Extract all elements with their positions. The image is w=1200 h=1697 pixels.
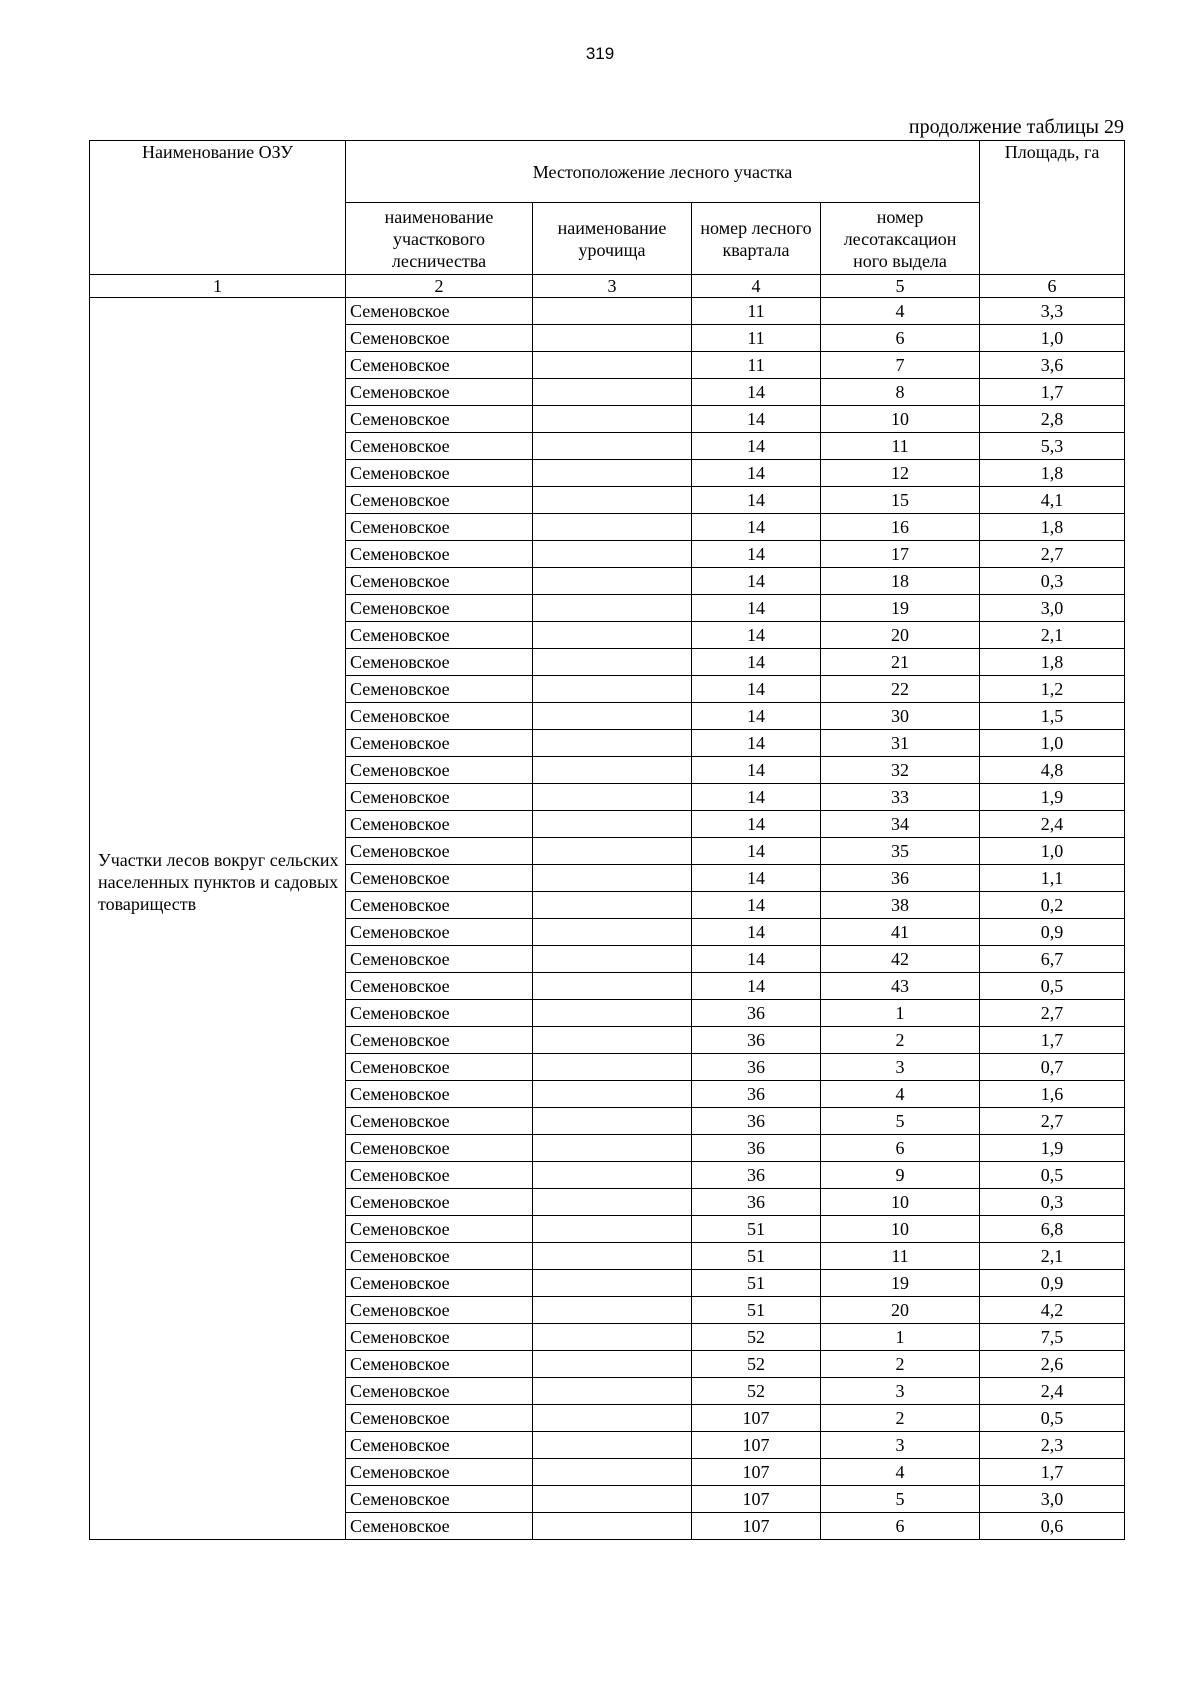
tract-cell [533, 1162, 692, 1189]
column-number: 5 [821, 275, 980, 298]
header-location: Местоположение лесного участка [346, 141, 980, 203]
allotment-cell: 18 [821, 568, 980, 595]
tract-cell [533, 1324, 692, 1351]
quarter-cell: 14 [692, 703, 821, 730]
area-cell: 1,0 [980, 730, 1125, 757]
allotment-cell: 19 [821, 595, 980, 622]
quarter-cell: 51 [692, 1243, 821, 1270]
forestry-cell: Семеновское [346, 1108, 533, 1135]
allotment-cell: 11 [821, 433, 980, 460]
ozu-name-cell [90, 298, 346, 1540]
allotment-cell: 20 [821, 622, 980, 649]
quarter-cell: 107 [692, 1459, 821, 1486]
area-cell: 1,6 [980, 1081, 1125, 1108]
allotment-cell: 10 [821, 1189, 980, 1216]
quarter-cell: 52 [692, 1324, 821, 1351]
quarter-cell: 14 [692, 460, 821, 487]
forestry-cell: Семеновское [346, 1081, 533, 1108]
tract-cell [533, 649, 692, 676]
area-cell: 2,7 [980, 1108, 1125, 1135]
allotment-cell: 7 [821, 352, 980, 379]
area-cell: 0,5 [980, 1162, 1125, 1189]
table-continuation-label: продолжение таблицы 29 [908, 116, 1124, 138]
area-cell: 0,3 [980, 568, 1125, 595]
quarter-cell: 14 [692, 757, 821, 784]
quarter-cell: 14 [692, 784, 821, 811]
area-cell: 0,3 [980, 1189, 1125, 1216]
allotment-cell: 1 [821, 1000, 980, 1027]
quarter-cell: 51 [692, 1297, 821, 1324]
forestry-cell: Семеновское [346, 541, 533, 568]
quarter-cell: 36 [692, 1189, 821, 1216]
allotment-cell: 32 [821, 757, 980, 784]
tract-cell [533, 1297, 692, 1324]
forestry-cell: Семеновское [346, 892, 533, 919]
area-cell: 0,9 [980, 1270, 1125, 1297]
allotment-cell: 33 [821, 784, 980, 811]
area-cell: 5,3 [980, 433, 1125, 460]
quarter-cell: 36 [692, 1000, 821, 1027]
tract-cell [533, 865, 692, 892]
tract-cell [533, 838, 692, 865]
allotment-cell: 41 [821, 919, 980, 946]
quarter-cell: 36 [692, 1135, 821, 1162]
forestry-cell: Семеновское [346, 595, 533, 622]
forestry-cell: Семеновское [346, 676, 533, 703]
area-cell: 1,7 [980, 1459, 1125, 1486]
area-cell: 1,7 [980, 379, 1125, 406]
forestry-cell: Семеновское [346, 1054, 533, 1081]
area-cell: 3,3 [980, 298, 1125, 325]
tract-cell [533, 811, 692, 838]
forestry-cell: Семеновское [346, 1270, 533, 1297]
column-number: 3 [533, 275, 692, 298]
tract-cell [533, 622, 692, 649]
quarter-cell: 14 [692, 865, 821, 892]
allotment-cell: 6 [821, 325, 980, 352]
quarter-cell: 52 [692, 1351, 821, 1378]
allotment-cell: 5 [821, 1486, 980, 1513]
tract-cell [533, 1054, 692, 1081]
tract-cell [533, 406, 692, 433]
quarter-cell: 14 [692, 541, 821, 568]
header-ozu-name: Наименование ОЗУ [90, 141, 346, 275]
tract-cell [533, 298, 692, 325]
area-cell: 0,5 [980, 1405, 1125, 1432]
quarter-cell: 11 [692, 325, 821, 352]
tract-cell [533, 1135, 692, 1162]
tract-cell [533, 1270, 692, 1297]
allotment-cell: 21 [821, 649, 980, 676]
area-cell: 2,4 [980, 811, 1125, 838]
tract-cell [533, 1189, 692, 1216]
quarter-cell: 51 [692, 1216, 821, 1243]
area-cell: 1,5 [980, 703, 1125, 730]
forestry-cell: Семеновское [346, 1513, 533, 1540]
allotment-cell: 19 [821, 1270, 980, 1297]
tract-cell [533, 1108, 692, 1135]
area-cell: 2,7 [980, 1000, 1125, 1027]
forestry-cell: Семеновское [346, 568, 533, 595]
quarter-cell: 14 [692, 892, 821, 919]
forestry-cell: Семеновское [346, 1378, 533, 1405]
allotment-cell: 15 [821, 487, 980, 514]
allotment-cell: 4 [821, 298, 980, 325]
area-cell: 0,6 [980, 1513, 1125, 1540]
tract-cell [533, 676, 692, 703]
area-cell: 0,5 [980, 973, 1125, 1000]
allotment-cell: 17 [821, 541, 980, 568]
forestry-cell: Семеновское [346, 1162, 533, 1189]
tract-cell [533, 1432, 692, 1459]
forestry-cell: Семеновское [346, 1189, 533, 1216]
area-cell: 2,3 [980, 1432, 1125, 1459]
area-cell: 1,0 [980, 838, 1125, 865]
header-area: Площадь, га [980, 141, 1125, 275]
forestry-cell: Семеновское [346, 379, 533, 406]
allotment-cell: 3 [821, 1378, 980, 1405]
area-cell: 1,9 [980, 784, 1125, 811]
area-cell: 2,1 [980, 622, 1125, 649]
tract-cell [533, 1216, 692, 1243]
area-cell: 6,7 [980, 946, 1125, 973]
forestry-cell: Семеновское [346, 1459, 533, 1486]
area-cell: 2,7 [980, 541, 1125, 568]
ozu-name: Участки лесов вокруг сельских населенных пунктов и садовых товариществ [98, 850, 339, 914]
quarter-cell: 14 [692, 919, 821, 946]
tract-cell [533, 1351, 692, 1378]
forestry-cell: Семеновское [346, 730, 533, 757]
page-number: 319 [585, 44, 615, 63]
column-number: 1 [90, 275, 346, 298]
header-quarter: номер лесного квартала [692, 203, 821, 275]
forestry-cell: Семеновское [346, 1243, 533, 1270]
tract-cell [533, 1459, 692, 1486]
quarter-cell: 14 [692, 676, 821, 703]
column-numbers-row [90, 275, 1125, 298]
quarter-cell: 107 [692, 1486, 821, 1513]
forestry-cell: Семеновское [346, 1000, 533, 1027]
allotment-cell: 5 [821, 1108, 980, 1135]
quarter-cell: 36 [692, 1054, 821, 1081]
quarter-cell: 11 [692, 352, 821, 379]
allotment-cell: 38 [821, 892, 980, 919]
forestry-cell: Семеновское [346, 622, 533, 649]
allotment-cell: 42 [821, 946, 980, 973]
quarter-cell: 14 [692, 973, 821, 1000]
column-number: 6 [980, 275, 1125, 298]
forestry-cell: Семеновское [346, 1297, 533, 1324]
area-cell: 1,8 [980, 649, 1125, 676]
quarter-cell: 14 [692, 649, 821, 676]
area-cell: 1,8 [980, 514, 1125, 541]
area-cell: 7,5 [980, 1324, 1125, 1351]
quarter-cell: 14 [692, 838, 821, 865]
allotment-cell: 20 [821, 1297, 980, 1324]
header-allotment: номер лесотаксацион ного выдела [821, 203, 980, 275]
quarter-cell: 51 [692, 1270, 821, 1297]
tract-cell [533, 460, 692, 487]
quarter-cell: 14 [692, 946, 821, 973]
forestry-cell: Семеновское [346, 514, 533, 541]
allotment-cell: 36 [821, 865, 980, 892]
area-cell: 6,8 [980, 1216, 1125, 1243]
forestry-cell: Семеновское [346, 784, 533, 811]
forestry-cell: Семеновское [346, 973, 533, 1000]
allotment-cell: 2 [821, 1405, 980, 1432]
forestry-cell: Семеновское [346, 352, 533, 379]
area-cell: 0,2 [980, 892, 1125, 919]
tract-cell [533, 595, 692, 622]
allotment-cell: 3 [821, 1432, 980, 1459]
tract-cell [533, 757, 692, 784]
allotment-cell: 6 [821, 1513, 980, 1540]
quarter-cell: 14 [692, 568, 821, 595]
forestry-cell: Семеновское [346, 838, 533, 865]
forestry-cell: Семеновское [346, 433, 533, 460]
quarter-cell: 107 [692, 1405, 821, 1432]
tract-cell [533, 568, 692, 595]
forestry-cell: Семеновское [346, 946, 533, 973]
area-cell: 1,2 [980, 676, 1125, 703]
allotment-cell: 2 [821, 1351, 980, 1378]
forestry-cell: Семеновское [346, 406, 533, 433]
area-cell: 2,4 [980, 1378, 1125, 1405]
area-cell: 4,1 [980, 487, 1125, 514]
tract-cell [533, 1000, 692, 1027]
area-cell: 4,8 [980, 757, 1125, 784]
forestry-cell: Семеновское [346, 865, 533, 892]
forestry-cell: Семеновское [346, 919, 533, 946]
forestry-cell: Семеновское [346, 649, 533, 676]
quarter-cell: 14 [692, 811, 821, 838]
header-tract: наименование урочища [533, 203, 692, 275]
allotment-cell: 34 [821, 811, 980, 838]
forestry-cell: Семеновское [346, 1351, 533, 1378]
forest-plots-table [89, 140, 1125, 1540]
tract-cell [533, 1378, 692, 1405]
area-cell: 3,0 [980, 595, 1125, 622]
area-cell: 1,1 [980, 865, 1125, 892]
allotment-cell: 31 [821, 730, 980, 757]
forestry-cell: Семеновское [346, 811, 533, 838]
allotment-cell: 4 [821, 1459, 980, 1486]
allotment-cell: 10 [821, 406, 980, 433]
quarter-cell: 14 [692, 433, 821, 460]
area-cell: 1,7 [980, 1027, 1125, 1054]
area-cell: 0,7 [980, 1054, 1125, 1081]
quarter-cell: 36 [692, 1027, 821, 1054]
forestry-cell: Семеновское [346, 298, 533, 325]
forestry-cell: Семеновское [346, 703, 533, 730]
area-cell: 0,9 [980, 919, 1125, 946]
allotment-cell: 12 [821, 460, 980, 487]
quarter-cell: 14 [692, 379, 821, 406]
area-cell: 1,0 [980, 325, 1125, 352]
quarter-cell: 52 [692, 1378, 821, 1405]
forestry-cell: Семеновское [346, 487, 533, 514]
forestry-cell: Семеновское [346, 325, 533, 352]
allotment-cell: 35 [821, 838, 980, 865]
tract-cell [533, 1486, 692, 1513]
quarter-cell: 14 [692, 595, 821, 622]
forestry-cell: Семеновское [346, 1027, 533, 1054]
quarter-cell: 11 [692, 298, 821, 325]
tract-cell [533, 919, 692, 946]
tract-cell [533, 892, 692, 919]
tract-cell [533, 379, 692, 406]
forestry-cell: Семеновское [346, 460, 533, 487]
tract-cell [533, 1513, 692, 1540]
tract-cell [533, 352, 692, 379]
forestry-cell: Семеновское [346, 1486, 533, 1513]
quarter-cell: 14 [692, 622, 821, 649]
allotment-cell: 9 [821, 1162, 980, 1189]
quarter-cell: 36 [692, 1162, 821, 1189]
tract-cell [533, 730, 692, 757]
quarter-cell: 36 [692, 1108, 821, 1135]
allotment-cell: 43 [821, 973, 980, 1000]
allotment-cell: 2 [821, 1027, 980, 1054]
quarter-cell: 107 [692, 1432, 821, 1459]
allotment-cell: 3 [821, 1054, 980, 1081]
quarter-cell: 107 [692, 1513, 821, 1540]
tract-cell [533, 541, 692, 568]
quarter-cell: 36 [692, 1081, 821, 1108]
area-cell: 3,0 [980, 1486, 1125, 1513]
forestry-cell: Семеновское [346, 1324, 533, 1351]
area-cell: 2,6 [980, 1351, 1125, 1378]
area-cell: 3,6 [980, 352, 1125, 379]
header-forestry: наименование участкового лесничества [346, 203, 533, 275]
tract-cell [533, 325, 692, 352]
quarter-cell: 14 [692, 514, 821, 541]
allotment-cell: 11 [821, 1243, 980, 1270]
allotment-cell: 4 [821, 1081, 980, 1108]
tract-cell [533, 784, 692, 811]
allotment-cell: 8 [821, 379, 980, 406]
column-number: 2 [346, 275, 533, 298]
forestry-cell: Семеновское [346, 1135, 533, 1162]
allotment-cell: 16 [821, 514, 980, 541]
area-cell: 1,8 [980, 460, 1125, 487]
area-cell: 1,9 [980, 1135, 1125, 1162]
tract-cell [533, 1081, 692, 1108]
area-cell: 2,1 [980, 1243, 1125, 1270]
forestry-cell: Семеновское [346, 757, 533, 784]
allotment-cell: 6 [821, 1135, 980, 1162]
column-number: 4 [692, 275, 821, 298]
tract-cell [533, 433, 692, 460]
tract-cell [533, 703, 692, 730]
area-cell: 2,8 [980, 406, 1125, 433]
allotment-cell: 30 [821, 703, 980, 730]
forestry-cell: Семеновское [346, 1405, 533, 1432]
forestry-cell: Семеновское [346, 1216, 533, 1243]
table-row [90, 298, 1125, 325]
tract-cell [533, 973, 692, 1000]
allotment-cell: 22 [821, 676, 980, 703]
tract-cell [533, 1243, 692, 1270]
allotment-cell: 10 [821, 1216, 980, 1243]
quarter-cell: 14 [692, 487, 821, 514]
tract-cell [533, 1027, 692, 1054]
area-cell: 4,2 [980, 1297, 1125, 1324]
forestry-cell: Семеновское [346, 1432, 533, 1459]
tract-cell [533, 1405, 692, 1432]
tract-cell [533, 946, 692, 973]
allotment-cell: 1 [821, 1324, 980, 1351]
quarter-cell: 14 [692, 730, 821, 757]
tract-cell [533, 514, 692, 541]
quarter-cell: 14 [692, 406, 821, 433]
tract-cell [533, 487, 692, 514]
